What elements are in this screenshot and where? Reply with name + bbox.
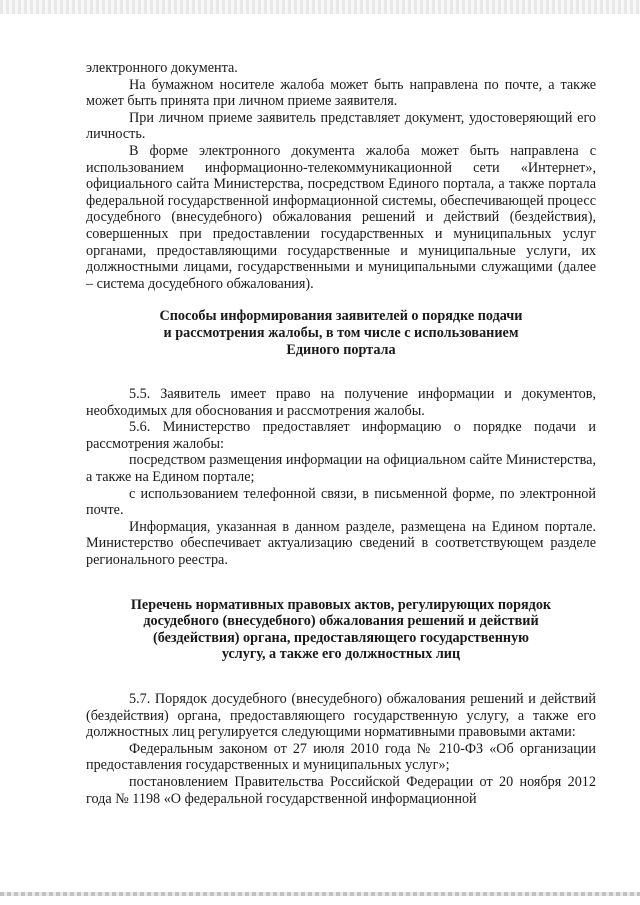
document-page <box>86 60 596 807</box>
paragraph-electronic-submission: В форме электронного документа жалоба может быть направлена с использованием информационно-телекоммуникационной сети «Интернет», официального сайта Министерства, посредством Единого портала, а также портала федеральной государственной информационной системы, обеспечивающей процесс досудебного (внесудебного) обжалования решений и действий (бездействия), совершенных при предоставлении государственных и муниципальных услуг органами, предоставляющими государственные и муниципальные услуги, их должностными лицами, государственными и муниципальными служащими (далее – система досудебного обжалования). <box>86 142 596 292</box>
paragraph-info-posted: Информация, указанная в данном разделе, размещена на Едином портале. Министерство обеспечивает актуализацию сведений в соответствующем разделе регионального реестра. <box>86 518 596 569</box>
heading-line: (бездействия) органа, предоставляющего государственную <box>152 629 530 646</box>
section-heading-legal-acts <box>86 597 596 663</box>
paragraph-paper-submission: На бумажном носителе жалоба может быть направлена по почте, а также может быть принята при личном приеме заявителя. <box>86 76 596 110</box>
paragraph-5-5: 5.5. Заявитель имеет право на получение информации и документов, необходимых для обоснования и рассмотрения жалобы. <box>86 386 596 419</box>
paragraph-5-6: 5.6. Министерство предоставляет информацию о порядке подачи и рассмотрения жалобы: <box>86 419 596 452</box>
paragraph-5-7: 5.7. Порядок досудебного (внесудебного) обжалования решений и действий (бездействия) органа, предоставляющего государственную услугу, а также его должностных лиц регулируется следующими нормативными правовыми актами: <box>86 691 596 741</box>
heading-line: Способы информирования заявителей о порядке подачи <box>159 308 523 325</box>
paragraph-federal-law: Федеральным законом от 27 июля 2010 года № 210-ФЗ «Об организации предоставления государственных и муниципальных услуг»; <box>86 740 596 774</box>
section-heading-informing <box>86 308 596 358</box>
heading-line: досудебного (внесудебного) обжалования решений и действий <box>143 613 539 630</box>
paragraph-website: посредством размещения информации на официальном сайте Министерства, а также на Едином портале; <box>86 452 596 486</box>
heading-line: услугу, а также его должностных лиц <box>221 646 461 663</box>
scan-edge-top <box>0 0 640 14</box>
paragraph-phone: с использованием телефонной связи, в письменной форме, по электронной почте. <box>86 485 596 519</box>
heading-line: Единого портала <box>286 341 396 358</box>
heading-line: Перечень нормативных правовых актов, регулирующих порядок <box>130 596 552 613</box>
paragraph-continuation: электронного документа. <box>86 60 238 76</box>
paragraph-personal-reception: При личном приеме заявитель представляет документ, удостоверяющий его личность. <box>86 109 596 143</box>
heading-line: и рассмотрения жалобы, в том числе с использованием <box>163 324 519 341</box>
scan-edge-bottom <box>0 892 640 896</box>
paragraph-government-decree: постановлением Правительства Российской Федерации от 20 ноября 2012 года № 1198 «О федеральной государственной информационной <box>86 773 596 807</box>
